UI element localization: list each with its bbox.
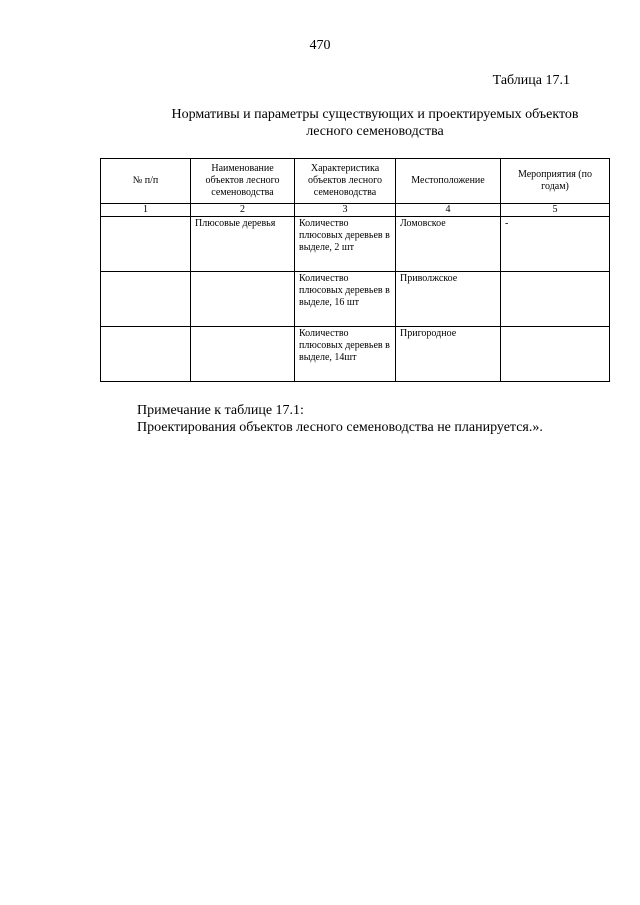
- cell-name: Плюсовые деревья: [191, 217, 295, 272]
- header-cell-events: Мероприятия (по годам): [501, 159, 610, 204]
- table-title-line: Нормативы и параметры существующих и проектируемых объектов: [171, 107, 579, 122]
- header-cell-number: № п/п: [101, 159, 191, 204]
- table-note: [137, 402, 543, 436]
- header-cell-name: Наименование объектов лесного семеноводства: [191, 159, 295, 204]
- table-row: [101, 327, 610, 382]
- cell-events: [501, 272, 610, 327]
- cell-number: [101, 272, 191, 327]
- cell-number: [101, 327, 191, 382]
- characteristic-count: выделе, 14шт: [299, 352, 357, 363]
- cell-location: Пригородное: [396, 327, 501, 382]
- seed-objects-table: [100, 158, 610, 382]
- characteristic-count: выделе, 2 шт: [299, 242, 354, 253]
- column-number: 3: [295, 204, 396, 217]
- table-row: [101, 272, 610, 327]
- cell-events: -: [501, 217, 610, 272]
- column-number: 1: [101, 204, 191, 217]
- table-header-row: [101, 159, 610, 204]
- column-number: 4: [396, 204, 501, 217]
- note-title: Примечание к таблице 17.1:: [137, 403, 304, 418]
- cell-name: [191, 272, 295, 327]
- characteristic-count: выделе, 16 шт: [299, 297, 359, 308]
- table-caption: Таблица 17.1: [492, 73, 570, 88]
- cell-characteristic: [295, 327, 396, 382]
- cell-location: Ломовское: [396, 217, 501, 272]
- note-text: Проектирования объектов лесного семеноводства не планируется.».: [137, 420, 543, 435]
- table-row: [101, 217, 610, 272]
- cell-characteristic: [295, 272, 396, 327]
- column-number: 5: [501, 204, 610, 217]
- table-title-line: лесного семеноводства: [306, 124, 444, 139]
- characteristic-text: Количество плюсовых деревьев в: [299, 273, 390, 296]
- characteristic-text: Количество плюсовых деревьев в: [299, 218, 390, 241]
- cell-location: Приволжское: [396, 272, 501, 327]
- header-cell-location: Местоположение: [396, 159, 501, 204]
- page-number: 470: [309, 38, 331, 53]
- column-number-row: [101, 204, 610, 217]
- characteristic-text: Количество плюсовых деревьев в: [299, 328, 390, 351]
- column-number: 2: [191, 204, 295, 217]
- cell-events: [501, 327, 610, 382]
- cell-name: [191, 327, 295, 382]
- table-title: [140, 106, 610, 140]
- cell-characteristic: [295, 217, 396, 272]
- header-cell-characteristic: Характеристика объектов лесного семеноводства: [295, 159, 396, 204]
- cell-number: [101, 217, 191, 272]
